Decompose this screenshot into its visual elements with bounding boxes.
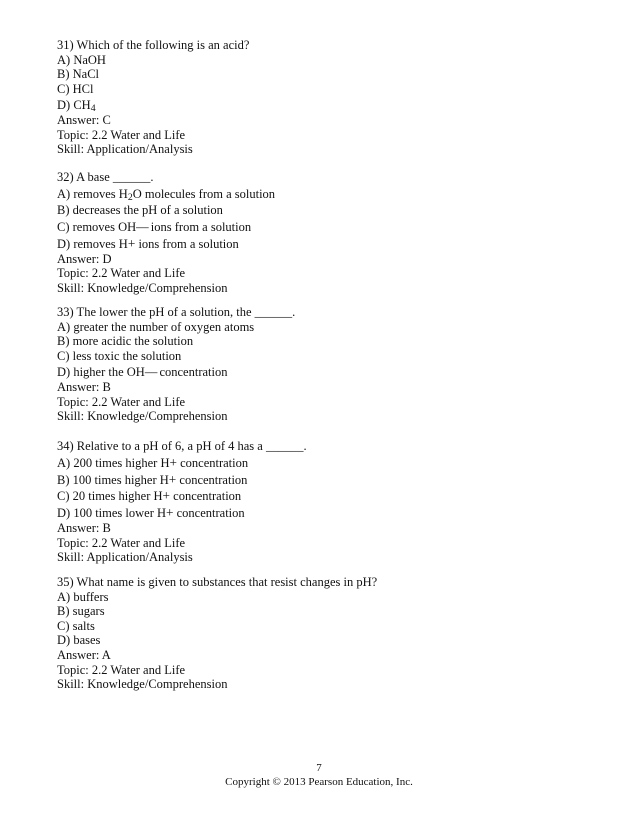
- page-number: 7: [316, 762, 322, 774]
- answer-line: Answer: D: [57, 251, 112, 266]
- copyright-notice: Copyright © 2013 Pearson Education, Inc.: [225, 776, 413, 788]
- option-b: B) 100 times higher H+ concentration: [57, 471, 248, 487]
- skill-line: Skill: Knowledge/Comprehension: [57, 677, 228, 692]
- question-35: [57, 575, 597, 692]
- question-34: [57, 437, 597, 565]
- superscript: +: [127, 235, 136, 251]
- question-prompt: 32) A base ______.: [57, 170, 154, 184]
- option-b: B) NaCl: [57, 67, 100, 82]
- page-footer: [0, 761, 638, 789]
- answer-line: Answer: B: [57, 380, 111, 395]
- superscript: —: [144, 365, 157, 380]
- option-d: D) 100 times lower H+ concentration: [57, 505, 245, 521]
- answer-line: Answer: B: [57, 520, 111, 535]
- skill-line: Skill: Knowledge/Comprehension: [57, 409, 228, 424]
- topic-line: Topic: 2.2 Water and Life: [57, 662, 186, 677]
- option-a: A) greater the number of oxygen atoms: [57, 319, 255, 334]
- topic-line: Topic: 2.2 Water and Life: [57, 535, 186, 550]
- option-b: B) sugars: [57, 604, 105, 619]
- skill-line: Skill: Knowledge/Comprehension: [57, 280, 228, 295]
- option-a: A) buffers: [57, 589, 109, 604]
- option-c: C) less toxic the solution: [57, 348, 182, 363]
- question-33: [57, 305, 597, 424]
- question-prompt: 31) Which of the following is an acid?: [57, 38, 250, 52]
- option-d: D) CH4: [57, 98, 96, 115]
- superscript: +: [169, 454, 177, 470]
- question-32: [57, 170, 597, 296]
- topic-line: Topic: 2.2 Water and Life: [57, 394, 186, 409]
- topic-line: Topic: 2.2 Water and Life: [57, 127, 186, 142]
- option-b: B) decreases the pH of a solution: [57, 203, 223, 218]
- option-c: C) HCl: [57, 81, 94, 96]
- question-prompt: 35) What name is given to substances that resist changes in pH?: [57, 575, 378, 589]
- answer-line: Answer: A: [57, 647, 111, 662]
- option-c: C) 20 times higher H+ concentration: [57, 488, 242, 504]
- option-d: D) higher the OH— concentration: [57, 365, 228, 380]
- skill-line: Skill: Application/Analysis: [57, 142, 193, 157]
- answer-line: Answer: C: [57, 113, 111, 128]
- option-d: D) removes H+ ions from a solution: [57, 235, 239, 251]
- superscript: +: [166, 505, 174, 521]
- option-d: D) bases: [57, 633, 101, 648]
- subscript: 4: [90, 103, 96, 115]
- superscript: —: [136, 220, 148, 235]
- option-a: A) NaOH: [57, 52, 106, 67]
- option-c: C) salts: [57, 618, 95, 633]
- topic-line: Topic: 2.2 Water and Life: [57, 266, 186, 281]
- option-a: A) 200 times higher H+ concentration: [57, 454, 249, 470]
- question-prompt: 34) Relative to a pH of 6, a pH of 4 has a ______.: [57, 439, 307, 453]
- question-31: [57, 38, 597, 157]
- option-b: B) more acidic the solution: [57, 334, 194, 349]
- subscript: 2: [127, 191, 133, 203]
- option-c: C) removes OH— ions from a solution: [57, 220, 252, 235]
- superscript: +: [168, 471, 177, 487]
- question-prompt: 33) The lower the pH of a solution, the ______.: [57, 305, 296, 319]
- skill-line: Skill: Application/Analysis: [57, 550, 193, 565]
- superscript: +: [162, 488, 171, 504]
- option-a: A) removes H2O molecules from a solution: [57, 186, 276, 203]
